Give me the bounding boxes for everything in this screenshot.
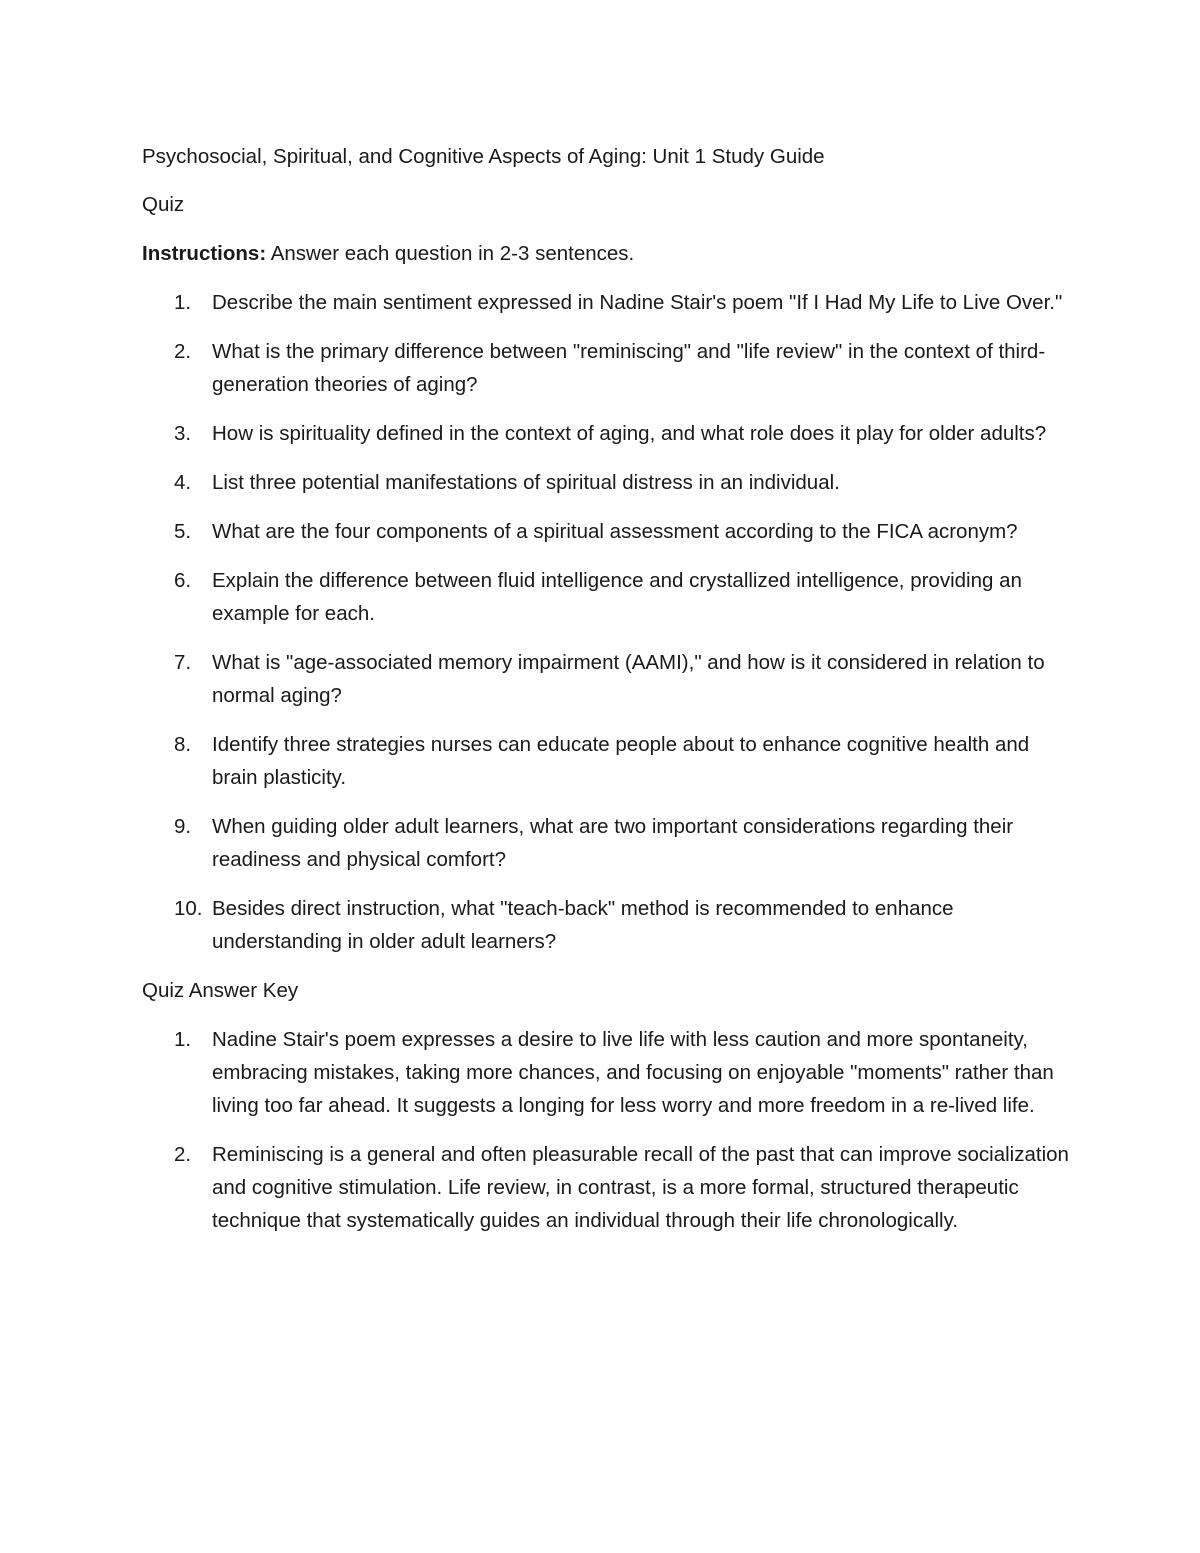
question-list [142, 286, 1072, 958]
item-number: 5. [174, 520, 192, 543]
question-text: How is spirituality defined in the context of aging, and what role does it play for older adults? [212, 422, 1047, 445]
item-number: 4. [174, 471, 192, 494]
item-number: 7. [174, 651, 192, 674]
list-item [142, 810, 1072, 876]
item-number: 10. [174, 897, 203, 920]
item-number: 2. [174, 340, 192, 363]
instructions-text: Answer each question in 2-3 sentences. [266, 242, 635, 265]
question-text: Besides direct instruction, what "teach-back" method is recommended to enhance understanding in older adult learners? [212, 897, 954, 953]
question-text: Describe the main sentiment expressed in Nadine Stair's poem "If I Had My Life to Live Over." [212, 291, 1063, 314]
question-text: What is "age-associated memory impairment (AAMI)," and how is it considered in relation to normal aging? [212, 651, 1045, 707]
instructions-label: Instructions: [142, 242, 267, 265]
list-item [142, 646, 1072, 712]
document-title: Psychosocial, Spiritual, and Cognitive Aspects of Aging: Unit 1 Study Guide [142, 145, 825, 168]
question-text: What are the four components of a spiritual assessment according to the FICA acronym? [212, 520, 1018, 543]
list-item [142, 515, 1072, 548]
list-item [142, 1138, 1072, 1237]
item-number: 1. [174, 1028, 192, 1051]
answer-list [142, 1023, 1072, 1237]
list-item [142, 335, 1072, 401]
document-page [142, 140, 1072, 1253]
list-item [142, 466, 1072, 499]
list-item [142, 564, 1072, 630]
list-item [142, 1023, 1072, 1122]
item-number: 8. [174, 733, 192, 756]
answer-key-heading: Quiz Answer Key [142, 979, 299, 1002]
question-text: What is the primary difference between "reminiscing" and "life review" in the context of third-generation theories of aging? [212, 340, 1046, 396]
question-text: List three potential manifestations of spiritual distress in an individual. [212, 471, 840, 494]
list-item [142, 286, 1072, 319]
question-text: Explain the difference between fluid intelligence and crystallized intelligence, providing an example for each. [212, 569, 1022, 625]
answer-text: Reminiscing is a general and often pleasurable recall of the past that can improve socialization and cognitive stimulation. Life review, in contrast, is a more formal, structured therapeutic technique that systematically guides an individual through their life chronologically. [212, 1143, 1069, 1232]
question-text: When guiding older adult learners, what are two important considerations regarding their readiness and physical comfort? [212, 815, 1014, 871]
item-number: 6. [174, 569, 192, 592]
item-number: 2. [174, 1143, 192, 1166]
item-number: 1. [174, 291, 192, 314]
answer-text: Nadine Stair's poem expresses a desire to live life with less caution and more spontaneity, embracing mistakes, taking more chances, and focusing on enjoyable "moments" rather than living too far ahead. It suggests a longing for less worry and more freedom in a re-lived life. [212, 1028, 1054, 1117]
item-number: 9. [174, 815, 192, 838]
list-item [142, 417, 1072, 450]
quiz-heading: Quiz [142, 193, 185, 216]
list-item [142, 728, 1072, 794]
list-item [142, 892, 1072, 958]
item-number: 3. [174, 422, 192, 445]
instructions [142, 237, 1072, 270]
question-text: Identify three strategies nurses can educate people about to enhance cognitive health and brain plasticity. [212, 733, 1030, 789]
